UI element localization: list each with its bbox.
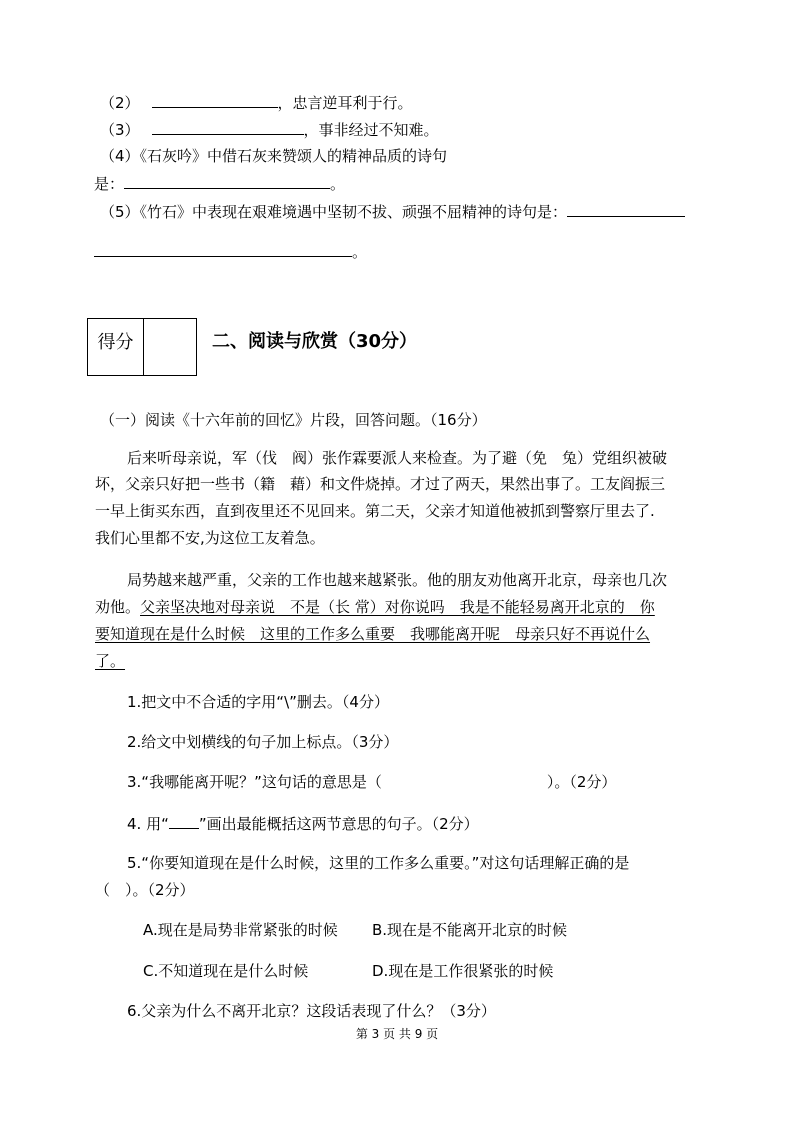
underlined-sentence-part-2: 要知道现在是什么时候 这里的工作多么重要 我哪能离开呢 母亲只好不再说什么	[95, 625, 651, 643]
question-4-start: 4. 用“	[127, 815, 169, 833]
fill-in-q2	[100, 92, 413, 113]
option-b[interactable]: B.现在是不能离开北京的时候	[372, 921, 568, 939]
q3-number: （3）	[100, 121, 140, 139]
passage-1-line-4: 我们心里都不安,为这位工友着急。	[95, 529, 325, 547]
question-6: 6.父亲为什么不离开北京？这段话表现了什么？（3分）	[127, 1002, 496, 1020]
q2-blank[interactable]	[152, 92, 278, 108]
q4-prefix: 是：	[94, 175, 125, 193]
fill-in-q4-line2	[94, 173, 345, 194]
q5-end: 。	[352, 243, 368, 261]
question-5-line-2: （ ）。（2分）	[95, 881, 195, 899]
section-title: 二、阅读与欣赏（30分）	[212, 331, 418, 352]
q2-text: ，忠言逆耳利于行。	[277, 94, 413, 112]
q3-text: ，事非经过不知难。	[303, 121, 439, 139]
question-3: 3.“我哪能离开呢？”这句话的意思是（ ）。（2分）	[127, 773, 617, 791]
score-label: 得分	[88, 319, 144, 375]
question-5-line-1: 5.“你要知道现在是什么时候，这里的工作多么重要。”对这句话理解正确的是	[127, 854, 630, 872]
option-a[interactable]: A.现在是局势非常紧张的时候	[143, 921, 338, 939]
option-d[interactable]: D.现在是工作很紧张的时候	[372, 962, 554, 980]
question-4-end: ”画出最能概括这两节意思的句子。（2分）	[198, 815, 479, 833]
q5-blank-1[interactable]	[567, 201, 685, 217]
passage-1-line-2: 坏，父亲只好把一些书（籍 藉）和文件烧掉。才过了两天，果然出事了。工友阎振三	[95, 475, 666, 493]
question-4	[127, 813, 479, 834]
reading-intro: （一）阅读《十六年前的回忆》片段，回答问题。（16分）	[100, 411, 487, 429]
passage-1-line-1: 后来听母亲说，军（伐 阀）张作霖要派人来检查。为了避（免 兔）党组织被破	[127, 449, 668, 467]
q4-blank[interactable]	[124, 173, 330, 189]
passage-2-line-2	[95, 597, 655, 617]
underlined-sentence-part-1: 父亲坚决地对母亲说 不是（长 常）对你说吗 我是不能轻易离开北京的 你	[140, 598, 655, 616]
q5-text: （5）《竹石》中表现在艰难境遇中坚韧不拔、顽强不屈精神的诗句是：	[100, 203, 568, 221]
q5-blank-2[interactable]	[94, 241, 352, 257]
passage-2-line-1: 局势越来越严重，父亲的工作也越来越紧张。他的朋友劝他离开北京，母亲也几次	[127, 571, 668, 589]
q3-blank[interactable]	[152, 119, 304, 135]
passage-1-line-3: 一早上街买东西，直到夜里还不见回来。第二天，父亲才知道他被抓到警察厅里去了.	[95, 502, 655, 520]
fill-in-q5-line1	[100, 201, 685, 222]
option-c[interactable]: C.不知道现在是什么时候	[143, 962, 309, 980]
fill-in-q5-line2	[94, 241, 367, 262]
score-box[interactable]	[144, 319, 197, 375]
underlined-sentence-part-3: 了。	[95, 652, 126, 670]
score-table	[87, 318, 197, 376]
page-footer: 第 3 页 共 9 页	[355, 1027, 439, 1041]
question-2: 2.给文中划横线的句子加上标点。（3分）	[127, 733, 399, 751]
q2-number: （2）	[100, 94, 140, 112]
question-1: 1.把文中不合适的字用“\”删去。（4分）	[127, 693, 389, 711]
question-4-underline-sample	[169, 813, 199, 829]
passage-2-line-2-start: 劝他。	[95, 598, 141, 616]
q4-end: 。	[330, 175, 346, 193]
fill-in-q3	[100, 119, 439, 140]
fill-in-q4-line1: （4）《石灰吟》中借石灰来赞颂人的精神品质的诗句	[100, 147, 448, 165]
